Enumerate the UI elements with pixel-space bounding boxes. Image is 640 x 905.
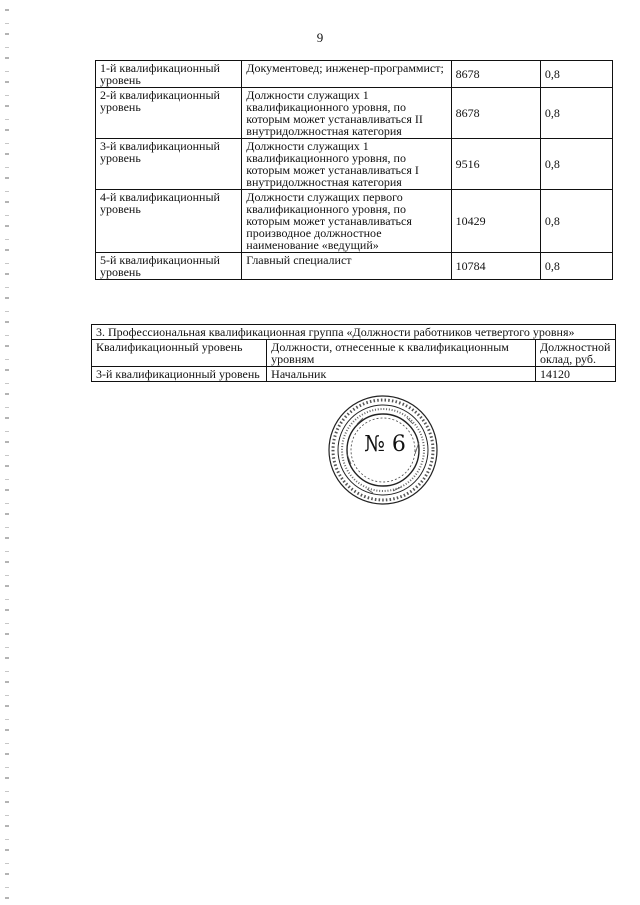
- salary-cell: 8678: [451, 88, 540, 139]
- table-row: [96, 88, 613, 139]
- coefficient-cell: 0,8: [540, 190, 612, 253]
- level-cell: 3-й квалификационный уровень: [92, 367, 267, 382]
- coefficient-cell: 0,8: [540, 88, 612, 139]
- level-cell: 5-й квалификационный уровень: [96, 253, 242, 280]
- column-header-level: Квалификационный уровень: [92, 340, 267, 367]
- column-header-positions: Должности, отнесенные к квалификационным уровням: [267, 340, 536, 367]
- column-header-salary: Должностной оклад, руб.: [535, 340, 615, 367]
- group-title-row: [92, 325, 616, 340]
- scan-margin-marks: [5, 0, 9, 905]
- stamp-label: № 6: [364, 432, 406, 457]
- positions-cell: Главный специалист: [242, 253, 451, 280]
- positions-cell: Должности служащих 1 квалификационного уровня, по которым может устанавливаться II внутридолжностная категория: [242, 88, 451, 139]
- table-row: [96, 139, 613, 190]
- salary-cell: 10784: [451, 253, 540, 280]
- table-row: [96, 253, 613, 280]
- salary-cell: 10429: [451, 190, 540, 253]
- coefficient-cell: 0,8: [540, 253, 612, 280]
- table-row: [92, 367, 616, 382]
- salary-cell: 9516: [451, 139, 540, 190]
- page-number: 9: [316, 30, 324, 45]
- level-cell: 2-й квалификационный уровень: [96, 88, 242, 139]
- level-cell: 4-й квалификационный уровень: [96, 190, 242, 253]
- fourth-level-group-table: [91, 324, 616, 382]
- coefficient-cell: 0,8: [540, 61, 612, 88]
- positions-cell: Должности служащих первого квалификационного уровня, по которым может устанавливаться производное должностное наименование «ведущий»: [242, 190, 451, 253]
- positions-cell: Должности служащих 1 квалификационного уровня, по которым может устанавливаться I внутридолжностная категория: [242, 139, 451, 190]
- group-title: 3. Профессиональная квалификационная группа «Должности работников четвертого уровня»: [92, 325, 616, 340]
- table-row: [96, 190, 613, 253]
- salary-cell: 8678: [451, 61, 540, 88]
- header-row: [92, 340, 616, 367]
- positions-cell: Документовед; инженер-программист;: [242, 61, 451, 88]
- table-row: [96, 61, 613, 88]
- level-cell: 3-й квалификационный уровень: [96, 139, 242, 190]
- salary-cell: 14120: [535, 367, 615, 382]
- positions-cell: Начальник: [267, 367, 536, 382]
- level-cell: 1-й квалификационный уровень: [96, 61, 242, 88]
- coefficient-cell: 0,8: [540, 139, 612, 190]
- qualification-levels-table: [95, 60, 613, 280]
